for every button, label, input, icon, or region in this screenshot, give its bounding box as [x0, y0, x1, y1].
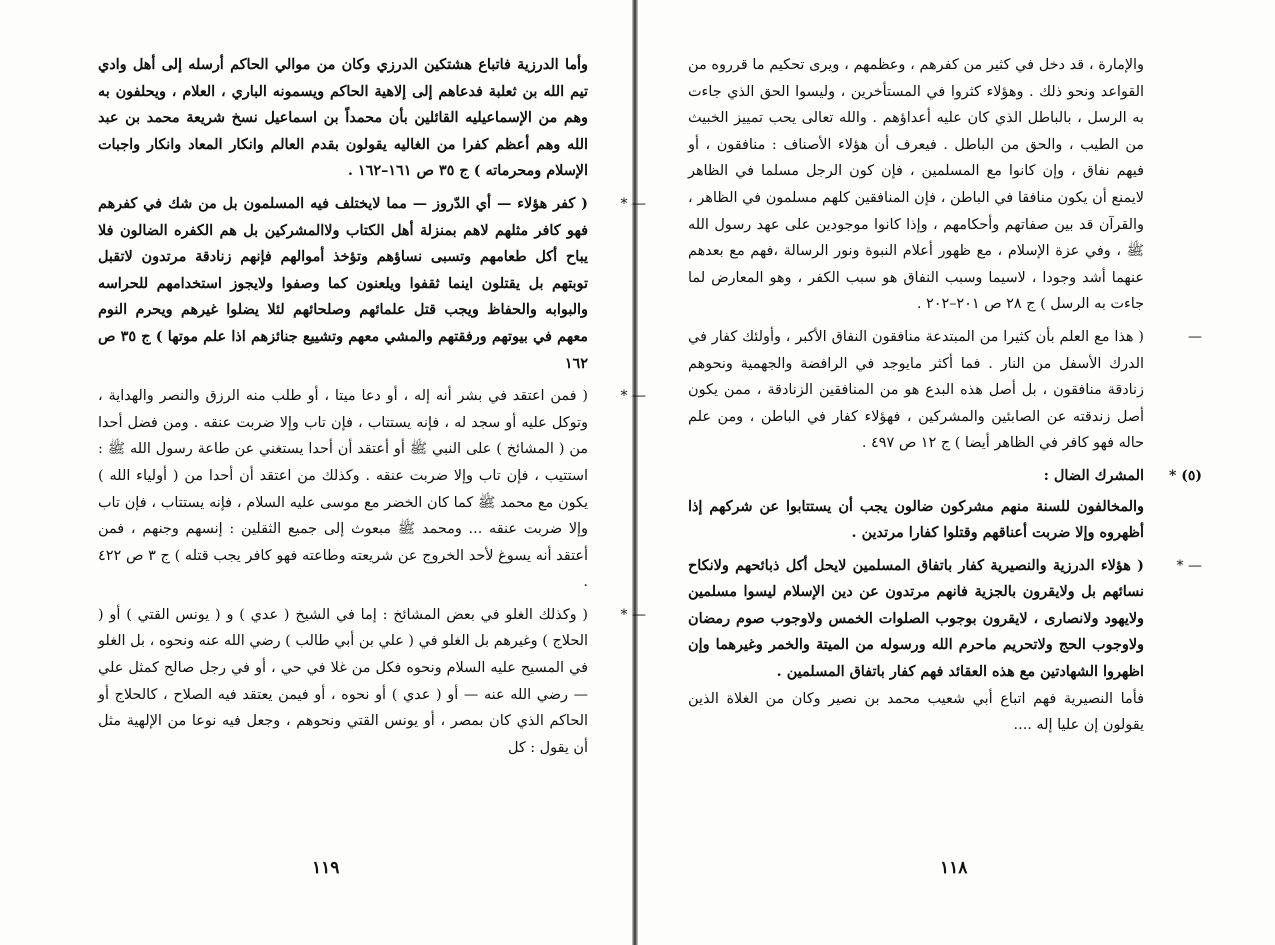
- asterisk-dash-marker: * —: [620, 195, 646, 212]
- left-item-1: [98, 191, 646, 377]
- right-closing-paragraph: فأما النصيرية فهم اتباع أبي شعيب محمد بن نصير وكان من الغلاة الذين يقولون إن عليا إله ....: [688, 690, 1144, 734]
- left-item-2: [98, 383, 646, 596]
- section-number-marker: * (٥): [1169, 467, 1202, 484]
- right-item-1: [688, 324, 1202, 457]
- right-item-2: [688, 553, 1202, 686]
- asterisk-dash-marker: * —: [620, 606, 646, 623]
- left-item-2-text: ( فمن اعتقد في بشر أنه إله ، أو دعا ميتا ، أو طلب منه الرزق والنصر والهداية ، وتوكل عليه أو سجد له ، فإنه يستتاب ، فإن تاب وإلا ضربت عنقه . ومن فضل أحدا من ( المشائخ ) على النبي ﷺ أو أعتقد أن أحدا يستغني عن طاعة رسول الله ﷺ : استتيب ، فإن تاب وإلا ضربت عنقه . وكذلك من اعتقد أن أحدا من ( أولياء الله ) يكون مع محمد ﷺ كما كان الخضر مع موسى عليه السلام ، فإنه يستتاب ، فإن تاب وإلا ضربت عنقه ... ومحمد ﷺ مبعوث إلى جميع الثقلين : إنسهم وجنهم ، فمن أعتقد أنه يسوغ لأحد الخروج عن شريعته وطاعته فهو كافر يجب قتله ) ج ٣ ص ٤٢٢ .: [98, 388, 588, 591]
- right-intro-paragraph: والإمارة ، قد دخل في كثير من كفرهم ، وعظمهم ، ويرى تحكيم ما قرروه من القواعد ونحو ذلك . وهؤلاء كثروا في المستأخرين ، وليسوا الحق الذي جاءت به الرسل ، بالباطل الذي كان عليه أعداؤهم . والله تعالى يحب تمييز الخبيث من الطيب ، والحق من الباطل . فيعرف أن هؤلاء الأصناف : منافقون ، أو فيهم نفاق ، وإن كانوا مع المسلمين ، فإن كون الرجل مسلما في الظاهر لايمنع أن يكون منافقا في الباطن ، فإن المنافقين كلهم مسلمون في الظاهر ، والقرآن قد بين صفاتهم وأحكامهم ، وإذا كانوا موجودين على عهد رسول الله ﷺ ، وفي عزة الإسلام ، مع ظهور أعلام النبوة ونور الرسالة ،فهم مع بعدهم عنهما أشد وجودا ، لاسيما وسبب النفاق هو سبب الكفر ، وهو المعارض لما جاءت به الرسل ) ج ٢٨ ص ٢٠١–٢٠٢ .: [688, 57, 1144, 313]
- left-item-3: [98, 602, 646, 762]
- asterisk-dash-marker: * —: [620, 388, 646, 405]
- book-gutter: [632, 0, 638, 945]
- right-bold-paragraph: والمخالفون للسنة منهم مشركون ضالون يجب أن يستتابوا عن شركهم إذا أظهروه وإلا ضربت أعناقهم وقتلوا كفارا مرتدين .: [688, 497, 1144, 542]
- right-item-2-text: ( هؤلاء الدرزية والنصيرية كفار باتفاق المسلمين لايحل أكل ذبائحهم ولانكاح نسائهم بل ولايقرون بالجزية فانهم مرتدون عن دين الإسلام ليسوا مسلمين ولايهود ولانصارى ، لايقرون بوجوب الصلوات الخمس ولاوجوب صوم رمضان ولاوجوب الحج ولاتحريم ماحرم الله ورسوله من الميتة والخمر وغيرهما وإن اظهروا الشهادتين مع هذه العقائد فهم كفار باتفاق المسلمين .: [688, 556, 1144, 681]
- right-page-number: ١١٨: [940, 858, 968, 878]
- asterisk-dash-marker: * —: [1176, 557, 1202, 574]
- section-heading: [688, 463, 1202, 490]
- left-item-1-text: ( كفر هؤلاء — أي الدّروز — مما لايختلف فيه المسلمون بل من شك في كفرهم فهو كافر مثلهم لاهم بمنزلة أهل الكتاب ولاالمشركين بل هم الكفره الضالون فلا يباح أكل طعامهم وتسبى نساؤهم وتؤخذ أموالهم فإنهم زنادقة مرتدون لاتقبل توبتهم بل يقتلون اينما ثقفوا ويلعنون كما وصفوا ولايجوز استخدامهم للحراسه والبوابه والحفاظ ويجب قتل علمائهم وصلحائهم لئلا يضلوا غيرهم ويحرم النوم معهم في بيوتهم ورفقتهم والمشي معهم وتشييع جنائزهم اذا علم موتها ) ج ٣٥ ص ١٦٢: [98, 194, 588, 372]
- section-heading-text: المشرك الضال :: [1043, 466, 1144, 484]
- left-item-3-text: ( وكذلك الغلو في بعض المشائخ : إما في الشيخ ( عدي ) و ( يونس القتي ) أو ( الحلاج ) وغيرهم بل الغلو في ( علي بن أبي طالب ) رضي الله عنه ونحوه ، بل الغلو في المسيح عليه السلام ونحوه فكل من غلا في حي ، أو في رجل صالح كمثل علي — رضي الله عنه — أو ( عدي ) أو نحوه ، أو فيمن يعتقد فيه الصلاح ، كالحلاج أو الحاكم الذي كان بمصر ، أو يونس القتي ونحوهم ، وجعل فيه نوعا من الإلهية مثل أن يقول : كل: [98, 606, 588, 756]
- right-item-1-text: ( هذا مع العلم بأن كثيرا من المبتدعة منافقون النفاق الأكبر ، وأولئك كفار في الدرك الأسفل من النار . فما أكثر مايوجد في الرافضة والجهمية ونحوهم زنادقة منافقون ، بل أصل هذه البدع هو من المنافقين الزنادقة ، ممن يكون أصل زندقته عن الصابئين والمشركين ، فهؤلاء كفار في الباطن ، ومن علم حاله فهو كافر في الظاهر أيضا ) ج ١٢ ص ٤٩٧ .: [688, 328, 1144, 452]
- left-intro-paragraph: وأما الدرزية فاتباع هشتكين الدرزي وكان من موالي الحاكم أرسله إلى أهل وادي تيم الله بن ثعلبة فدعاهم إلى إلاهية الحاكم ويسمونه الباري ، العلام ، ويحلفون به وهم من الإسماعيليه القائلين بأن محمداً بن اسماعيل نسخ شريعة محمد بن عبد الله وهم أعظم كفرا من الغاليه يقولون بقدم العالم وانكار المعاد وانكار واجبات الإسلام ومحرماته ) ج ٣٥ ص ١٦١–١٦٢ .: [98, 56, 588, 180]
- right-page: [688, 52, 1202, 739]
- left-page-number: ١١٩: [312, 858, 340, 878]
- dash-marker: —: [1188, 328, 1202, 345]
- left-page: [98, 52, 646, 761]
